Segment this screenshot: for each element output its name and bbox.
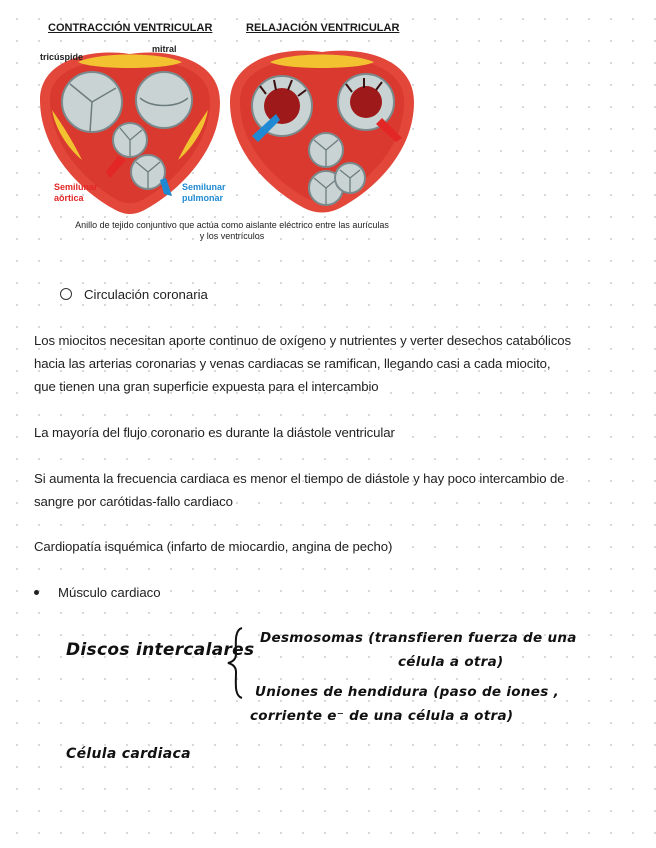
paragraph-cardiopatia: Cardiopatía isquémica (infarto de miocardio, angina de pecho) [34,539,393,554]
handwritten-uniones-line1: Uniones de hendidura (paso de iones , [255,684,560,700]
label-semilunar-aortic [54,182,98,204]
heart-relaxation-image [230,51,414,213]
handwritten-desmosomas-line1: Desmosomas (transfieren fuerza de una [260,630,577,646]
figure-title-relaxation: RELAJACIÓN VENTRICULAR [246,22,400,34]
handwritten-celula-cardiaca: Célula cardiaca [66,746,191,762]
heart-valves-figure [30,14,430,254]
figure-title-contraction: CONTRACCIÓN VENTRICULAR [48,22,213,34]
label-semilunar-aortic-line1: Semilunar [54,182,98,192]
bullet-musculo-cardiaco [34,582,161,602]
label-mitral: mitral [152,44,177,54]
label-semilunar-aortic-line2: aórtica [54,193,84,203]
bullet-dot-icon [34,590,39,595]
label-semilunar-pulmonary [182,182,226,204]
paragraph-frecuencia-line2: sangre por carótidas-fallo cardiaco [34,494,233,509]
figure-caption [36,220,428,242]
paragraph-miocitos-line1: Los miocitos necesitan aporte continuo de oxígeno y nutrientes y verter desechos catabólicos [34,333,571,348]
paragraph-frecuencia-cardiaca [34,467,634,513]
curly-brace-icon [226,626,246,700]
paragraph-frecuencia-line1: Si aumenta la frecuencia cardiaca es menor el tiempo de diástole y hay poco intercambio de [34,471,565,486]
label-semilunar-pulmonary-line1: Semilunar [182,182,226,192]
handwritten-discos-intercalares: Discos intercalares [66,640,255,660]
label-tricuspid: tricúspide [40,52,84,62]
hollow-circle-icon [60,288,72,300]
paragraph-miocitos-line2: hacia las arterias coronarias y venas cardiacas se ramifican, llegando casi a cada miocito, [34,356,551,371]
figure-caption-line1: Anillo de tejido conjuntivo que actúa como aislante eléctrico entre las aurículas [75,220,389,230]
handwritten-uniones-line2: corriente e⁻ de una célula a otra) [250,708,514,724]
bullet-circulacion-label: Circulación coronaria [84,286,208,302]
paragraph-miocitos-line3: que tienen una gran superficie expuesta para el intercambio [34,379,379,394]
label-semilunar-pulmonary-line2: pulmonar [182,193,224,203]
paragraph-flujo-coronario: La mayoría del flujo coronario es durante la diástole ventricular [34,425,395,440]
handwritten-desmosomas-line2: célula a otra) [398,654,504,670]
bullet-musculo-label: Músculo cardiaco [58,584,161,600]
figure-caption-line2: y los ventrículos [199,231,265,241]
paragraph-miocitos [34,329,634,398]
bullet-circulacion-coronaria [60,284,208,304]
